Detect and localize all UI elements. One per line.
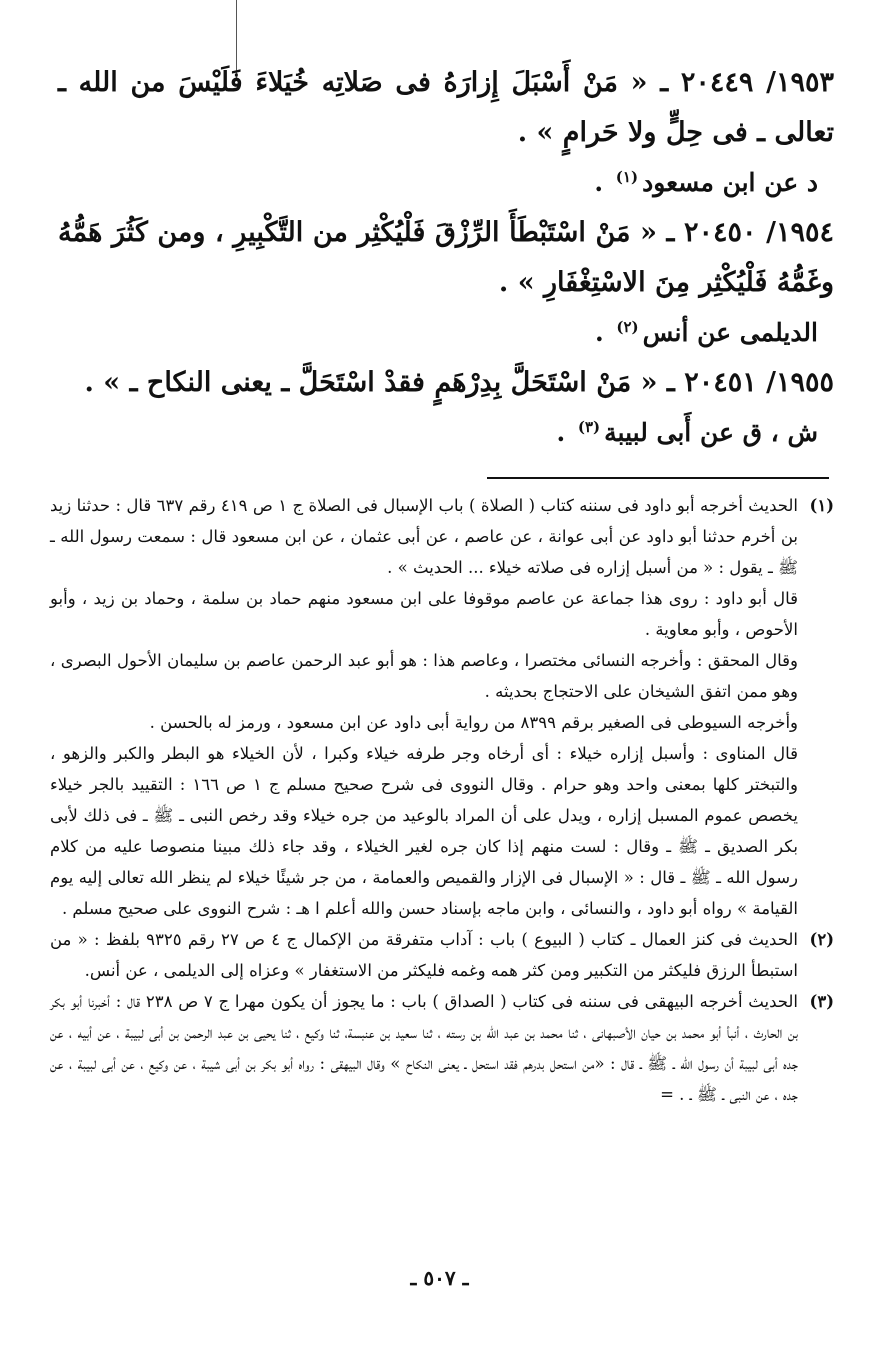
footnote-ref-3[interactable]: (٣) — [577, 417, 601, 436]
footnote-paragraph: وقال المحقق : وأخرجه النسائى مختصرا ، وعاصم هذا : هو أبو عبد الرحمن عاصم بن سليمان الأحول البصرى ، وهو ممن اتفق الشيخان على الاحتجاج بحديثه . — [50, 651, 798, 701]
footnote-separator — [487, 477, 829, 479]
page-number: ـ ٥٠٧ ـ — [410, 1266, 469, 1290]
footnote-paragraph: الحديث أخرجه البيهقى فى سننه فى كتاب ( الصداق ) باب : ما يجوز أن يكون مهرا ج ٧ ص ٢٣٨ قال : أخبرنا أبو بكر بن الحارث ، أنبأ أبو محمد بن حيان الأصبهانى ، ثنا محمد بن عبد الله بن رسته ، ثنا سعيد بن عنبسة، ثنا وكيع ، ثنا يحيى بن عبد الرحمن بن أبى لبيبة ، عن أبيه ، عن جده أبى لبيبة أن رسول الله ـ ﷺ ـ قال : «من استحل بدرهم فقد استحل ـ يعنى النكاح » وقال البيهقى : رواه أبو بكر بن أبى شيبة ، عن وكيع ، عن أبى لبيبة ، عن جده ، عن النبى ـ ﷺ ـ . = — [50, 992, 798, 1104]
footnote-1 — [50, 490, 834, 924]
hadith-1954-source: الديلمى عن أنس$^{(٢)}$ . — [594, 317, 818, 347]
footnote-ref-1[interactable]: (١) — [615, 167, 639, 186]
hadith-1955-source: ش ، ق عن أَبى لبيبة$^{(٣)}$ . — [556, 417, 818, 447]
footnote-ref-2[interactable]: (٢) — [616, 317, 639, 336]
footnote-3 — [50, 986, 834, 1110]
footnote-paragraph: قال أبو داود : روى هذا جماعة عن عاصم موقوفا على ابن مسعود منهم حماد بن سلمة ، وحماد بن زيد ، وأبو الأحوص ، وأبو معاوية . — [50, 589, 798, 639]
main-text — [58, 58, 834, 458]
footnote-2 — [50, 924, 834, 986]
hadith-1953-source: د عن ابن مسعود$^{(١)}$ . — [594, 167, 818, 197]
footnote-paragraph: الحديث فى كنز العمال ـ كتاب ( البيوع ) باب : آداب متفرقة من الإكمال ج ٤ ص ٢٧ رقم ٩٣٢٥ بلفظ : « من استبطأ الرزق فليكثر من التكبير ومن كثر همه وغمه فليكثر من الاستغفار » وعزاه إلى الديلمى ، عن أنس. — [50, 930, 798, 980]
footnote-paragraph: قال المناوى : وأسبل إزاره خيلاء : أى أرخاه وجر طرفه خيلاء وكبرا ، لأن الخيلاء هو البطر والكبر والزهو ، والتبختر كلها بمعنى واحد وهو حرام . وقال النووى فى شرح صحيح مسلم ج ١ ص ١٦٦ : التقييد بالجر خيلاء يخصص عموم المسبل إزاره ، ويدل على أن المراد بالوعيد من جره خيلاء وقد رخص النبى ـ ﷺ ـ فى ذلك لأبى بكر الصديق ـ ﷺ ـ وقال : لست منهم إذا كان جره لغير الخيلاء ، وقد جاء ذلك مبينا منصوصا عليه من كلام رسول الله ـ ﷺ ـ قال : « الإسبال فى الإزار والقميص والعمامة ، من جر شيئًا خيلاء لم ينظر الله تعالى إليه يوم القيامة » رواه أبو داود ، والنسائى ، وابن ماجه بإسناد حسن والله أعلم ا هـ : شرح النووى على صحيح مسلم . — [50, 744, 799, 918]
footnote-paragraph: الحديث أخرجه أبو داود فى سننه كتاب ( الصلاة ) باب الإسبال فى الصلاة ج ١ ص ٤١٩ رقم ٦٣٧ قال : حدثنا زيد بن أخرم حدثنا أبو داود عن أبى عوانة ، عن عاصم ، عن أبى عثمان ، عن ابن مسعود قال : سمعت رسول الله ـ ﷺ ـ يقول : « من أسبل إزاره فى صلاته خيلاء ... الحديث » . — [50, 496, 799, 577]
footnote-paragraph: وأخرجه السيوطى فى الصغير برقم ٨٣٩٩ من رواية أبى داود عن ابن مسعود ، ورمز له بالحسن . — [149, 713, 798, 732]
hadith-1953: ١٩٥٣/ ٢٠٤٤٩ ـ « مَنْ أَسْبَلَ إِزارَهُ فى صَلاتِه خُيَلاءَ فَلَيْسَ من الله ـ تعالى ـ فى حِلٍّ ولا حَرامٍ » . — [58, 67, 834, 148]
footnote-number: (٢) — [809, 930, 834, 949]
footnotes — [50, 490, 834, 1110]
footnote-number: (١) — [809, 496, 834, 515]
hadith-1955: ١٩٥٥/ ٢٠٤٥١ ـ « مَنْ اسْتَحَلَّ بِدِرْهَمٍ فقدْ اسْتَحَلَّ ـ يعنى النكاح ـ » . — [84, 367, 834, 398]
hadith-1954: ١٩٥٤/ ٢٠٤٥٠ ـ « مَنْ اسْتَبْطَأَ الرِّزْقَ فَلْيُكْثِر من التَّكْبِيرِ ، ومن كَثُرَ هَمُّهُ وغَمُّهُ فَلْيُكْثِر مِنَ الاسْتِغْفَارِ » . — [58, 217, 834, 298]
footnote-number: (٣) — [809, 992, 834, 1011]
